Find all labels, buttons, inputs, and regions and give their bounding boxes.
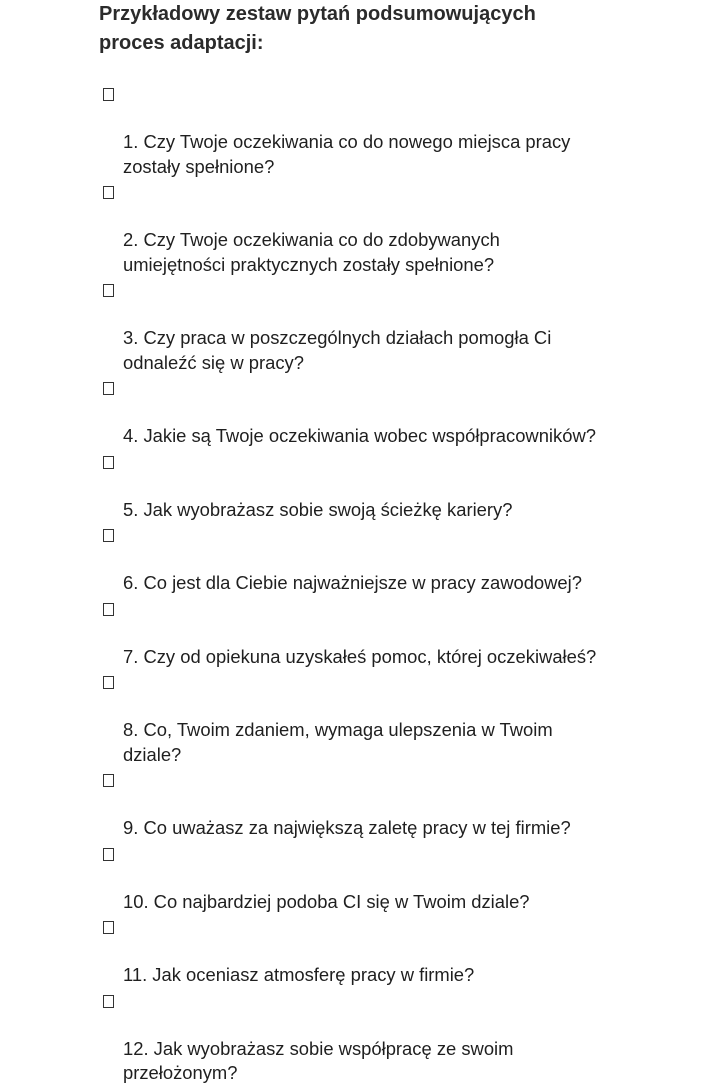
list-item (0, 522, 720, 596)
question-text: 10. Co najbardziej podoba CI się w Twoim dziale? (123, 890, 530, 912)
checkbox-bullet-icon (103, 382, 114, 395)
checkbox-bullet-icon (103, 529, 114, 542)
checkbox-bullet-icon (103, 603, 114, 616)
list-item (0, 179, 720, 277)
list-item (0, 988, 720, 1086)
list-item (0, 841, 720, 915)
list-item (0, 596, 720, 670)
question-text: 6. Co jest dla Ciebie najważniejsze w pracy zawodowej? (123, 572, 582, 593)
checkbox-bullet-icon (103, 456, 114, 469)
checkbox-bullet-icon (103, 88, 114, 101)
list-item (0, 277, 720, 375)
checkbox-bullet-icon (103, 284, 114, 297)
list-item (0, 669, 720, 767)
question-text: 5. Jak wyobrażasz sobie swoją ścieżkę kariery? (123, 498, 513, 520)
question-text: 7. Czy od opiekuna uzyskałeś pomoc, której oczekiwałeś? (123, 645, 597, 667)
checkbox-bullet-icon (103, 676, 114, 689)
question-text: 8. Co, Twoim zdaniem, wymaga ulepszenia w Twoim dziale? (123, 719, 553, 765)
list-item (0, 449, 720, 523)
question-text: 2. Czy Twoje oczekiwania co do zdobywanych umiejętności praktycznych zostały spełnione? (123, 229, 500, 275)
question-text: 3. Czy praca w poszczególnych działach pomogła Ci odnaleźć się w pracy? (123, 327, 552, 373)
list-item (0, 914, 720, 988)
slide-title: Przykładowy zestaw pytań podsumowujących proces adaptacji: (99, 3, 536, 54)
checkbox-bullet-icon (103, 774, 114, 787)
question-text: 12. Jak wyobrażasz sobie współpracę ze swoim przełożonym? (123, 1037, 514, 1083)
checkbox-bullet-icon (103, 995, 114, 1008)
question-text: 9. Co uważasz za największą zaletę pracy w tej firmie? (123, 817, 571, 838)
list-item (0, 81, 720, 179)
question-text: 11. Jak oceniasz atmosferę pracy w firmie? (123, 964, 475, 985)
checkbox-bullet-icon (103, 848, 114, 861)
list-item (0, 375, 720, 449)
question-text: 4. Jakie są Twoje oczekiwania wobec współpracowników? (123, 425, 596, 446)
checkbox-bullet-icon (103, 921, 114, 934)
question-list (0, 81, 720, 1086)
question-text: 1. Czy Twoje oczekiwania co do nowego miejsca pracy zostały spełnione? (123, 131, 571, 177)
checkbox-bullet-icon (103, 186, 114, 199)
list-item (0, 767, 720, 841)
